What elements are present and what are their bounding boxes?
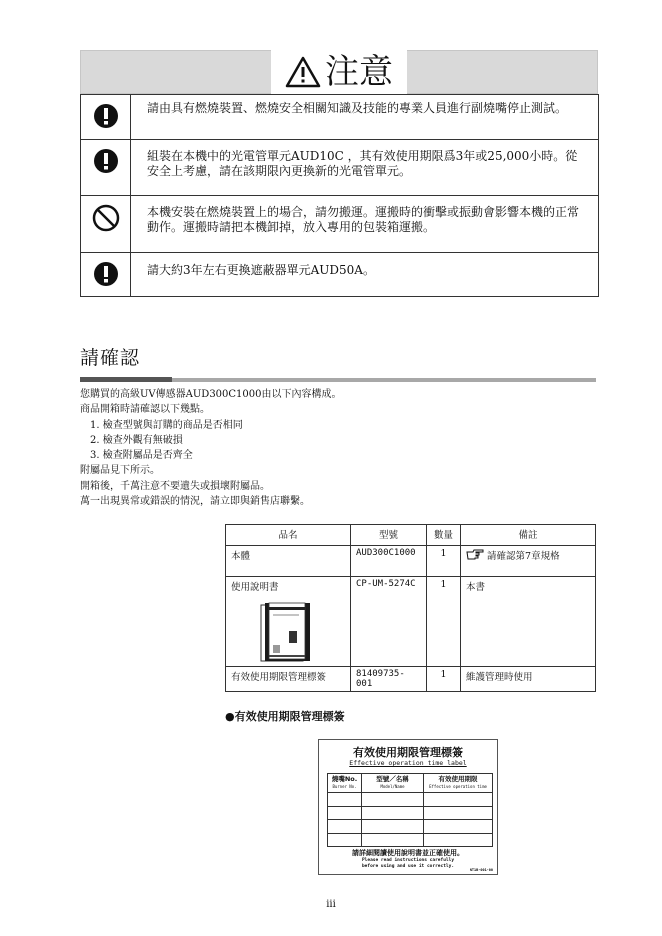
label-grid-header (328, 774, 493, 793)
column-header: 數量 (427, 525, 461, 546)
table-row (226, 546, 596, 577)
item-qty: 1 (427, 546, 461, 577)
caution-row (81, 253, 598, 296)
label-section-heading: ●有效使用期限管理標簽 (225, 710, 345, 723)
label-note-en: before using and use it correctly. (361, 864, 455, 869)
body-line: 您購買的高級UV傳感器AUD300C1000由以下內容構成。 (80, 389, 342, 400)
table-row (226, 577, 596, 667)
section-rule (80, 377, 172, 382)
item-name: 使用說明書 (231, 582, 279, 593)
section-rule (172, 378, 596, 382)
checklist-item: 2. 檢查外觀有無破損 (90, 434, 183, 446)
section-body (80, 387, 600, 509)
mandatory-icon (93, 261, 119, 287)
item-model: AUD300C1000 (351, 546, 427, 577)
manual-booklet-image (259, 601, 319, 663)
column-header: 備註 (461, 525, 596, 546)
label-col-header-en: Burner No. (332, 784, 357, 789)
body-line: 附屬品見下所示。 (80, 465, 160, 477)
body-line: 萬一出現異常或錯誤的情況，請立即與銷售店聯繫。 (80, 496, 310, 508)
item-note-text: 請確認第7章規格 (487, 551, 560, 562)
caution-row (81, 196, 598, 253)
item-note: 本書 (461, 577, 596, 667)
item-qty: 1 (427, 667, 461, 692)
label-grid-row (328, 793, 493, 807)
checklist-item: 1. 檢查型號與訂購的商品是否相同 (90, 419, 243, 431)
caution-text: 本機安裝在燃燒裝置上的場合，請勿搬運。運搬時的衝擊或振動會影響本機的正常動作。運搬時請把本機卸掉，放入專用的包裝箱運搬。 (147, 205, 580, 234)
checklist-item: 3. 檢查附屬品是否齊全 (90, 450, 193, 462)
item-qty: 1 (427, 577, 461, 667)
contents-table (225, 524, 596, 692)
mandatory-icon (93, 148, 119, 174)
label-col-header: 型號／名稱 (376, 775, 409, 783)
pointing-hand-icon (466, 549, 484, 560)
label-note: 請詳細閱讀使用說明書並正確使用。 (352, 849, 464, 857)
caution-row (81, 95, 598, 140)
label-col-header: 燒嘴No. (331, 775, 358, 783)
table-row (226, 667, 596, 692)
caution-header-bar (80, 50, 598, 94)
item-model: 81409735-001 (351, 667, 427, 692)
caution-title-text: 注意 (325, 52, 393, 92)
label-code: NT1B-001-00 (469, 868, 493, 872)
section-title: 請確認 (80, 347, 141, 369)
caution-text: 請大約3年左右更換遮蔽器單元AUD50A。 (147, 263, 375, 277)
label-grid (327, 773, 493, 847)
item-name: 有效使用期限管理標簽 (226, 667, 351, 692)
body-line: 商品開箱時請確認以下幾點。 (80, 404, 210, 416)
caution-title (271, 50, 407, 94)
label-subtitle: Effective operation time label (349, 759, 467, 767)
label-col-header-en: Model/Name (380, 784, 405, 789)
warning-triangle-icon (285, 56, 321, 88)
mandatory-icon (93, 103, 119, 129)
body-line: 開箱後，千萬注意不要遺失或損壞附屬品。 (80, 480, 270, 492)
caution-table (80, 94, 599, 297)
caution-text: 請由具有燃燒裝置、燃燒安全相關知識及技能的專業人員進行副燒嘴停止測試。 (147, 101, 568, 115)
item-name: 本體 (226, 546, 351, 577)
caution-text: 組裝在本機中的光電管單元AUD10C ，其有效使用期限爲3年或25,000小時。從安全上考慮，請在該期限內更換新的光電管單元。 (147, 149, 578, 178)
label-note-en: Please read instructions carefully (361, 858, 455, 863)
page-number: iii (326, 899, 336, 910)
column-header: 品名 (226, 525, 351, 546)
column-header: 型號 (351, 525, 427, 546)
label-title: 有效使用期限管理標簽 (353, 746, 463, 759)
label-col-header-en: Effective operation time (429, 784, 487, 789)
prohibited-icon (92, 204, 120, 232)
item-note: 維護管理時使用 (461, 667, 596, 692)
item-name-cell (226, 577, 351, 667)
table-header-row (226, 525, 596, 546)
label-grid-row (328, 833, 493, 847)
sample-label (318, 739, 498, 875)
caution-row (81, 140, 598, 196)
label-grid-row (328, 806, 493, 820)
item-model: CP-UM-5274C (351, 577, 427, 667)
label-col-header: 有效使用期限 (438, 775, 478, 783)
label-grid-row (328, 820, 493, 834)
item-note (461, 546, 596, 577)
